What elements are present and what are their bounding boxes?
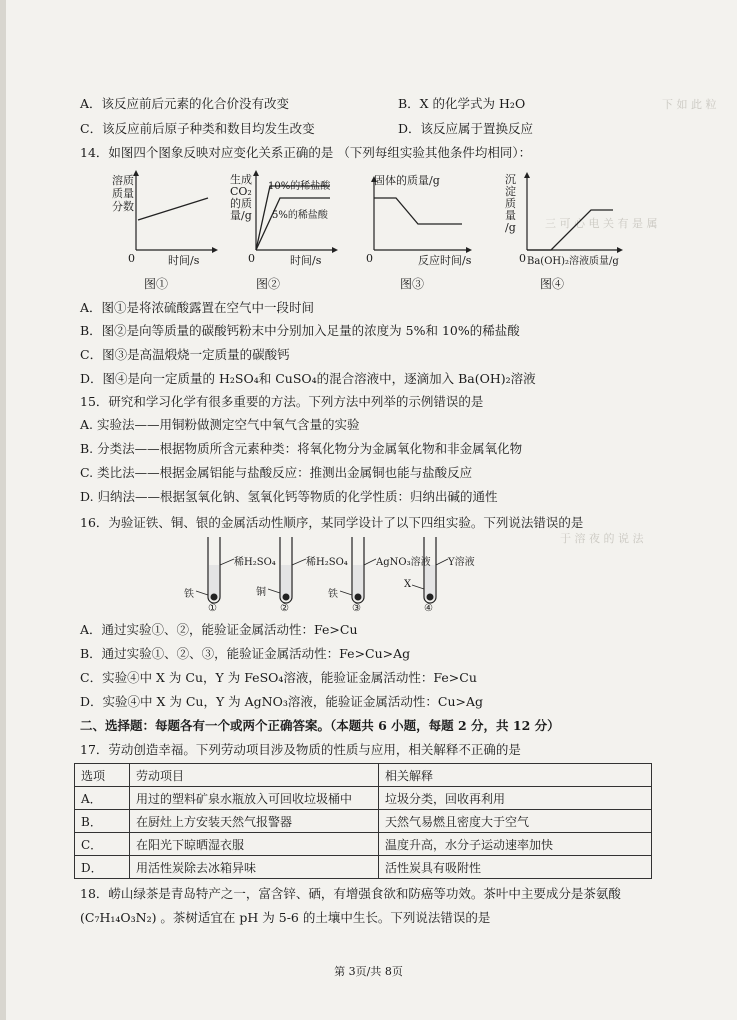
q16-stem: 16．为验证铁、铜、银的金属活动性顺序，某同学设计了以下四组实验。下列说法错误的是 xyxy=(80,515,584,530)
graph-2-curve1-label: 10%的稀盐酸 xyxy=(268,181,331,192)
graph-4-curve xyxy=(527,210,613,250)
graph-4-xlabel: Ba(OH)₂溶液质量/g xyxy=(527,256,619,267)
graph-3-ylabel: 固体的质量/g xyxy=(374,174,440,187)
table-row xyxy=(75,810,652,833)
q17-table xyxy=(74,763,652,879)
scan-edge xyxy=(0,0,6,1020)
row-c-option: C． xyxy=(75,833,130,856)
q18-line-2: (C₇H₁₄O₃N₂) 。茶树适宜在 pH 为 5-6 的土壤中生长。下列说法错误的是 xyxy=(80,910,491,925)
graph-2 xyxy=(230,172,340,267)
tube-4-solution: Y溶液 xyxy=(448,557,475,568)
graph-2-xlabel: 时间/s xyxy=(290,254,322,267)
graph-3-xlabel: 反应时间/s xyxy=(418,254,472,267)
row-a-project: 用过的塑料矿泉水瓶放入可回收垃圾桶中 xyxy=(130,787,379,810)
row-d-explanation: 活性炭具有吸附性 xyxy=(379,856,652,879)
q18-line-1: 18．崂山绿茶是青岛特产之一，富含锌、硒，有增强食欲和防癌等功效。茶叶中主要成分是茶氨酸 xyxy=(80,886,621,901)
tube-2-solution: 稀H₂SO₄ xyxy=(306,557,348,568)
graph-2-curve2-label: 5%的稀盐酸 xyxy=(272,210,328,221)
row-b-option: B． xyxy=(75,810,130,833)
q14-option-c: C．图③是高温煅烧一定质量的碳酸钙 xyxy=(80,347,290,362)
test-tube-3 xyxy=(340,537,376,603)
table-row xyxy=(75,833,652,856)
q15-option-d: D. 归纳法——根据氢氧化钠、氢氧化钙等物质的化学性质：归纳出碱的通性 xyxy=(80,489,498,504)
graph-2-caption: 图② xyxy=(256,277,281,291)
graph-1-xlabel: 时间/s xyxy=(168,254,200,267)
row-a-explanation: 垃圾分类，回收再利用 xyxy=(379,787,652,810)
q15-option-a: A. 实验法——用铜粉做测定空气中氧气含量的实验 xyxy=(80,417,360,432)
header-labor-project: 劳动项目 xyxy=(130,764,379,787)
q14-option-a: A．图①是将浓硫酸露置在空气中一段时间 xyxy=(80,300,315,315)
q13-option-b: B．X 的化学式为 H₂O xyxy=(398,96,526,111)
tube-4-number: ④ xyxy=(424,603,433,614)
row-d-project: 用活性炭除去冰箱异味 xyxy=(130,856,379,879)
q13-option-c: C．该反应前后原子种类和数目均发生改变 xyxy=(80,121,315,136)
graph-1 xyxy=(112,172,217,267)
graph-4-origin: 0 xyxy=(519,252,526,265)
graph-2-ylabel: 生成 CO₂ 的质 量/g xyxy=(230,173,252,222)
q16-option-d: D．实验④中 X 为 Cu，Y 为 AgNO₃溶液，能验证金属活动性：Cu>Ag xyxy=(80,694,483,709)
graph-1-caption: 图① xyxy=(144,277,169,291)
tube-2-metal: 铜 xyxy=(256,587,266,598)
test-tube-2 xyxy=(268,537,306,603)
tube-3-metal: 铁 xyxy=(328,589,338,600)
row-a-option: A． xyxy=(75,787,130,810)
q13-option-a: A．该反应前后元素的化合价没有改变 xyxy=(80,96,290,111)
row-d-option: D． xyxy=(75,856,130,879)
table-header-row xyxy=(75,764,652,787)
tube-3-number: ③ xyxy=(352,603,361,614)
graph-4-ylabel: 沉 淀 质 量 /g xyxy=(505,173,516,234)
q16-option-c: C．实验④中 X 为 Cu，Y 为 FeSO₄溶液，能验证金属活动性：Fe>Cu xyxy=(80,670,477,685)
q14-stem: 14．如图四个图象反映对应变化关系正确的是 （下列每组实验其他条件均相同）： xyxy=(80,145,532,160)
row-c-explanation: 温度升高，水分子运动速率加快 xyxy=(379,833,652,856)
graph-4 xyxy=(505,172,625,267)
header-explanation: 相关解释 xyxy=(379,764,652,787)
table-row xyxy=(75,787,652,810)
row-b-explanation: 天然气易燃且密度大于空气 xyxy=(379,810,652,833)
tube-2-number: ② xyxy=(280,603,289,614)
tube-1-solution: 稀H₂SO₄ xyxy=(234,557,276,568)
q15-stem: 15．研究和学习化学有很多重要的方法。下列方法中列举的示例错误的是 xyxy=(80,394,484,409)
q14-option-b: B．图②是向等质量的碳酸钙粉末中分别加入足量的浓度为 5%和 10%的稀盐酸 xyxy=(80,323,520,338)
graph-1-origin: 0 xyxy=(128,252,135,265)
q16-option-a: A．通过实验①、②，能验证金属活动性：Fe>Cu xyxy=(80,622,358,637)
tube-1-metal: 铁 xyxy=(184,589,194,600)
q14-option-d: D．图④是向一定质量的 H₂SO₄和 CuSO₄的混合溶液中，逐滴加入 Ba(OH)₂溶液 xyxy=(80,371,536,386)
test-tube-1 xyxy=(196,537,234,603)
bleed-through-text: 于 溶 夜 的 说 法 xyxy=(560,532,644,545)
bleed-through-text: 下 如 此 粒 xyxy=(662,98,717,111)
page-footer: 第 3页/共 8页 xyxy=(334,965,403,978)
bleed-through-text: 三 可 心 电 关 有 是 属 xyxy=(545,217,658,230)
row-b-project: 在厨灶上方安装天然气报警器 xyxy=(130,810,379,833)
graph-3-origin: 0 xyxy=(366,252,373,265)
tube-1-number: ① xyxy=(208,603,217,614)
header-option: 选项 xyxy=(75,764,130,787)
tube-3-solution: AgNO₃溶液 xyxy=(376,557,431,568)
q13-option-d: D．该反应属于置换反应 xyxy=(398,121,534,136)
graph-1-curve xyxy=(138,198,208,220)
graph-4-caption: 图④ xyxy=(540,277,565,291)
graph-1-ylabel: 溶质 质量 分数 xyxy=(112,174,134,213)
test-tubes-figure xyxy=(180,535,480,615)
test-tube-4 xyxy=(412,537,448,603)
graph-3-caption: 图③ xyxy=(400,277,425,291)
q16-option-b: B．通过实验①、②、③，能验证金属活动性：Fe>Cu>Ag xyxy=(80,646,411,661)
q15-option-b: B. 分类法——根据物质所含元素种类：将氧化物分为金属氧化物和非金属氧化物 xyxy=(80,441,523,456)
row-c-project: 在阳光下晾晒湿衣服 xyxy=(130,833,379,856)
table-row xyxy=(75,856,652,879)
graph-3 xyxy=(366,172,476,267)
q15-option-c: C. 类比法——根据金属铝能与盐酸反应：推测出金属铜也能与盐酸反应 xyxy=(80,465,473,480)
graph-3-curve xyxy=(374,198,462,224)
q17-stem: 17．劳动创造幸福。下列劳动项目涉及物质的性质与应用，相关解释不正确的是 xyxy=(80,742,521,757)
tube-4-metal: X xyxy=(404,579,412,590)
section-2-heading: 二、选择题：每题各有一个或两个正确答案。（本题共 6 小题，每题 2 分，共 12 分） xyxy=(80,718,560,733)
graph-2-origin: 0 xyxy=(248,252,255,265)
